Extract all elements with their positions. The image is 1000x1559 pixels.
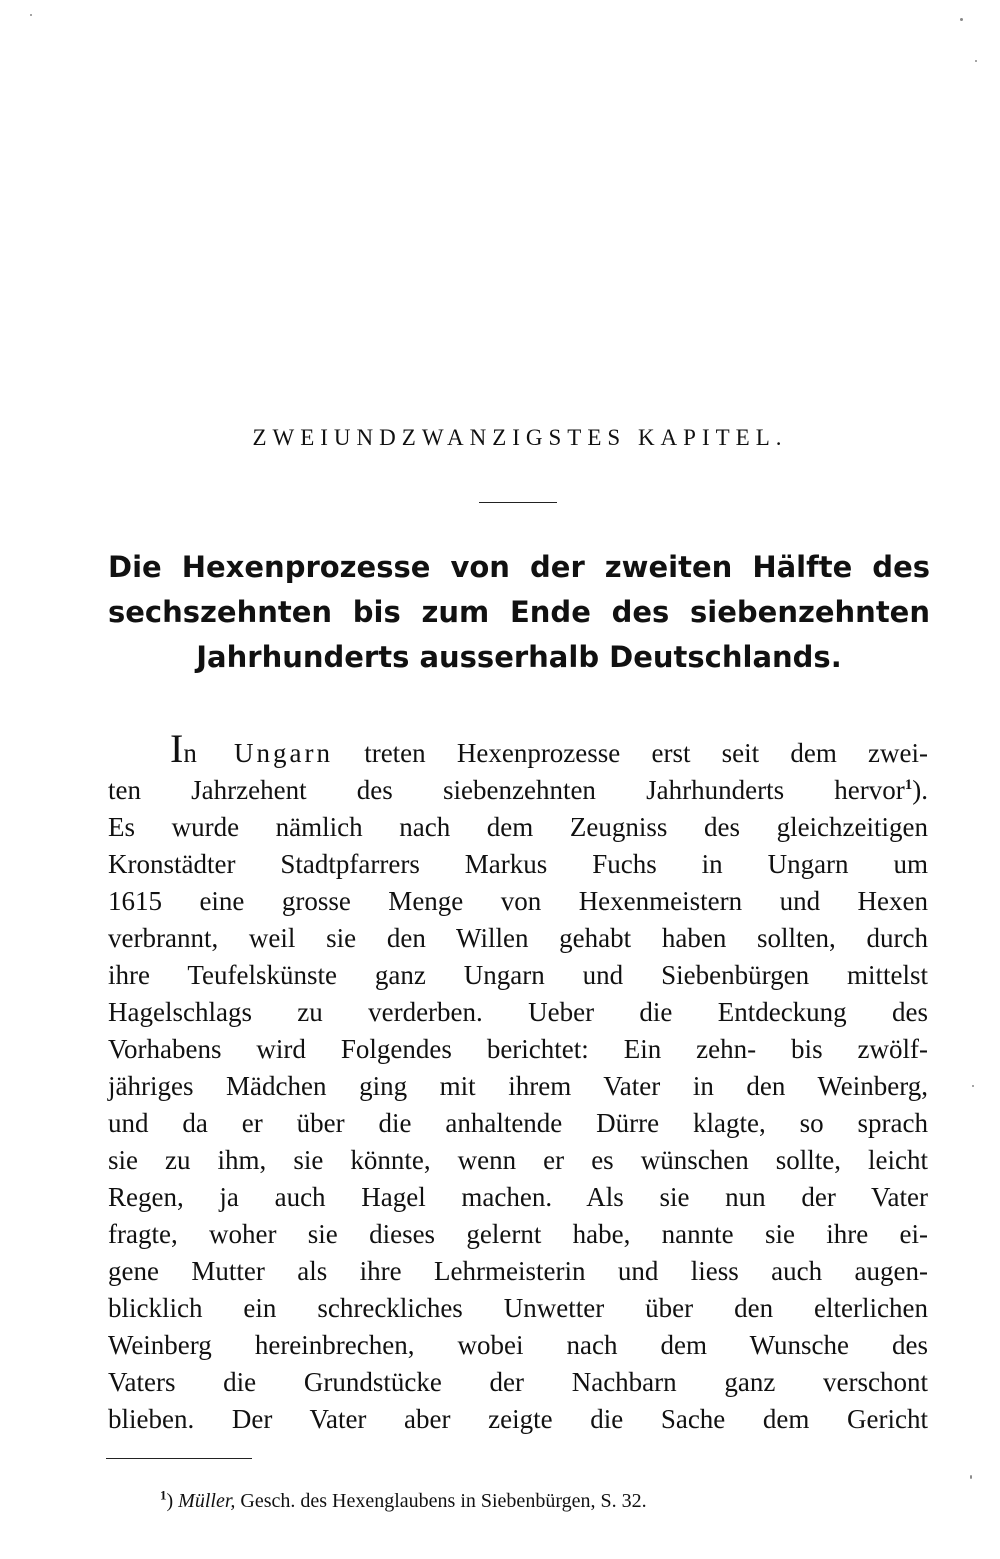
body-line: und da er über die anhaltende Dürre klagte, so sprach <box>108 1108 928 1138</box>
body-line: blieben. Der Vater aber zeigte die Sache dem Gericht <box>108 1404 928 1434</box>
body-line: Vaters die Grundstücke der Nachbarn ganz verschont <box>108 1367 928 1397</box>
footnote-divider <box>106 1458 252 1459</box>
body-line: Es wurde nämlich nach dem Zeugniss des gleichzeitigen <box>108 812 928 842</box>
scan-speck <box>30 14 32 16</box>
body-line: verbrannt, weil sie den Willen gehabt haben sollten, durch <box>108 923 928 953</box>
chapter-heading: ZWEIUNDZWANZIGSTES KAPITEL. <box>252 425 788 450</box>
footnote-reference[interactable]: 1 <box>904 777 913 793</box>
body-line: sie zu ihm, sie könnte, wenn er es wünschen sollte, leicht <box>108 1145 928 1175</box>
body-line-text: ten Jahrzehent des siebenzehnten Jahrhunderts hervor <box>108 775 905 805</box>
chapter-title <box>108 545 930 680</box>
footnote-mark: 1 <box>160 1487 167 1503</box>
scan-speck <box>960 18 963 21</box>
scan-speck <box>972 1085 974 1087</box>
body-line: Hagelschlags zu verderben. Ueber die Entdeckung des <box>108 997 928 1027</box>
body-line: blicklich ein schreckliches Unwetter über den elterlichen <box>108 1293 928 1323</box>
body-line: gene Mutter als ihre Lehrmeisterin und liess auch augen- <box>108 1256 928 1286</box>
heading-divider <box>479 502 557 503</box>
body-line-text: treten Hexenprozesse erst seit dem zwei- <box>333 738 928 768</box>
body-line: Regen, ja auch Hagel machen. Als sie nun der Vater <box>108 1182 928 1212</box>
footnote <box>160 1488 647 1514</box>
body-paragraph <box>108 726 928 1438</box>
footnote-paren: ) <box>166 1490 174 1512</box>
body-line: Weinberg hereinbrechen, wobei nach dem Wunsche des <box>108 1330 928 1360</box>
body-line-end: ). <box>912 775 928 805</box>
body-line: jähriges Mädchen ging mit ihrem Vater in den Weinberg, <box>108 1071 928 1101</box>
body-line: fragte, woher sie dieses gelernt habe, nannte sie ihre ei- <box>108 1219 928 1249</box>
body-line: ihre Teufelskünste ganz Ungarn und Siebenbürgen mittelst <box>108 960 928 990</box>
body-line: Kronstädter Stadtpfarrers Markus Fuchs in Ungarn um <box>108 849 928 879</box>
spaced-place-name: n Ungarn <box>183 738 333 768</box>
chapter-title-line: Die Hexenprozesse von der zweiten Hälfte des <box>108 550 930 584</box>
body-line: 1615 eine grosse Menge von Hexenmeistern und Hexen <box>108 886 928 916</box>
body-line <box>108 772 928 809</box>
scan-speck <box>970 1475 972 1479</box>
footnote-text: Gesch. des Hexenglaubens in Siebenbürgen, S. 32. <box>240 1490 647 1512</box>
footnote-author: Müller, <box>178 1490 236 1512</box>
body-line: Vorhabens wird Folgendes berichtet: Ein zehn- bis zwölf- <box>108 1034 928 1064</box>
body-line <box>108 726 928 772</box>
drop-cap: I <box>170 726 184 771</box>
chapter-title-line: sechszehnten bis zum Ende des siebenzehnten <box>108 595 930 629</box>
scan-speck <box>975 60 977 62</box>
chapter-title-line: Jahrhunderts ausserhalb Deutschlands. <box>196 640 842 674</box>
